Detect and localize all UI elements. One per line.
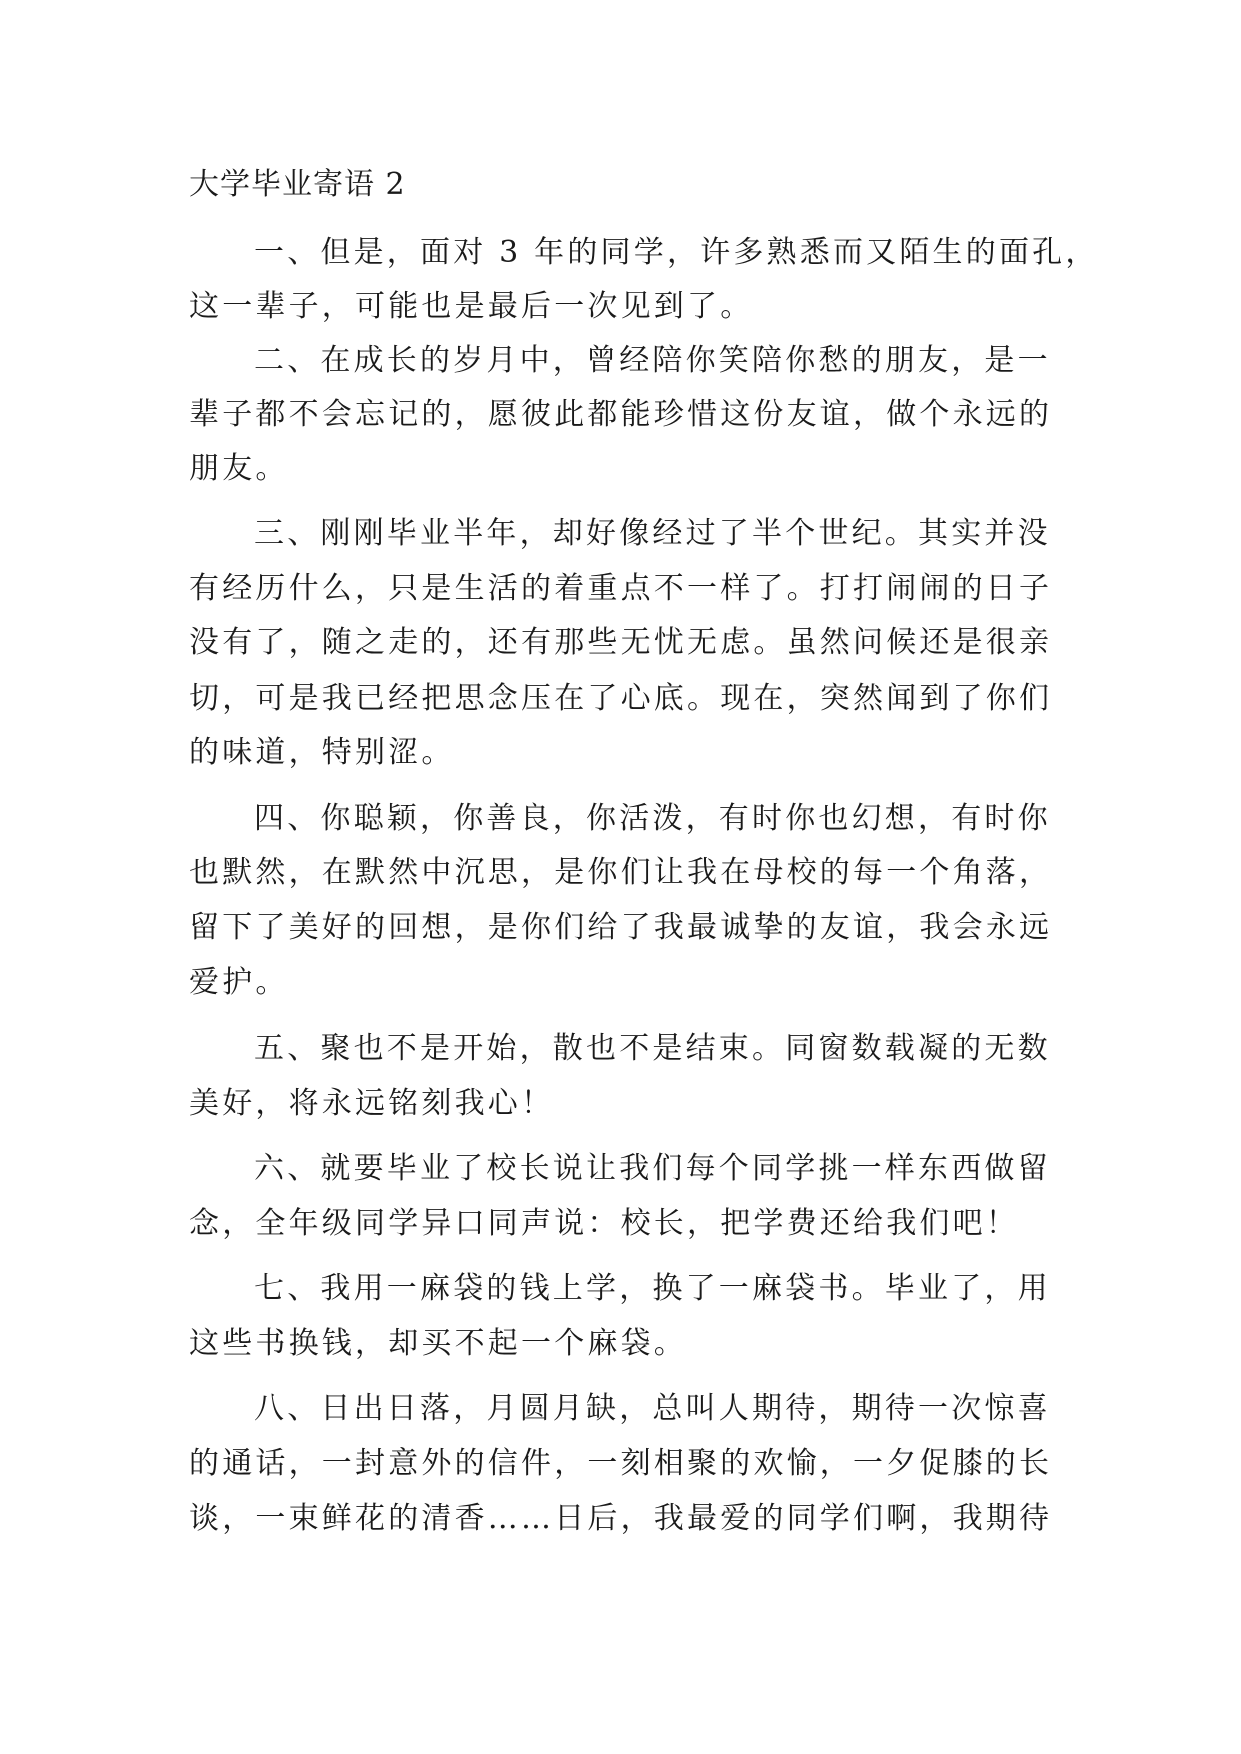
text-line: 辈子都不会忘记的，愿彼此都能珍惜这份友谊，做个永远的 <box>189 397 1053 432</box>
text-line: 的味道，特别涩。 <box>189 735 455 770</box>
text-line: 留下了美好的回想，是你们给了我最诚挚的友谊，我会永远 <box>189 910 1053 945</box>
text-line: 一、但是，面对 3 年的同学，许多熟悉而又陌生的面孔， <box>254 235 1099 270</box>
text-line: 五、聚也不是开始，散也不是结束。同窗数载凝的无数 <box>254 1031 1051 1066</box>
text-line: 美好，将永远铭刻我心！ <box>189 1086 555 1121</box>
text-line: 也默然，在默然中沉思，是你们让我在母校的每一个角落， <box>189 855 1053 890</box>
document-title: 大学毕业寄语 2 <box>189 167 406 202</box>
text-line: 念，全年级同学异口同声说：校长，把学费还给我们吧！ <box>189 1206 1019 1241</box>
text-line: 四、你聪颖，你善良，你活泼，有时你也幻想，有时你 <box>254 801 1051 836</box>
text-line: 朋友。 <box>189 451 289 486</box>
text-line: 谈，一束鲜花的清香……日后，我最爱的同学们啊，我期待 <box>189 1501 1053 1536</box>
text-line: 二、在成长的岁月中，曾经陪你笑陪你愁的朋友，是一 <box>254 343 1051 378</box>
text-line: 这些书换钱，却买不起一个麻袋。 <box>189 1326 687 1361</box>
text-line: 八、日出日落，月圆月缺，总叫人期待，期待一次惊喜 <box>254 1391 1051 1426</box>
text-line: 切，可是我已经把思念压在了心底。现在，突然闻到了你们 <box>189 681 1053 716</box>
text-line: 有经历什么，只是生活的着重点不一样了。打打闹闹的日子 <box>189 571 1053 606</box>
text-line: 六、就要毕业了校长说让我们每个同学挑一样东西做留 <box>254 1151 1051 1186</box>
text-line: 三、刚刚毕业半年，却好像经过了半个世纪。其实并没 <box>254 516 1051 551</box>
text-line: 的通话，一封意外的信件，一刻相聚的欢愉，一夕促膝的长 <box>189 1446 1053 1481</box>
text-line: 七、我用一麻袋的钱上学，换了一麻袋书。毕业了，用 <box>254 1271 1051 1306</box>
text-line: 爱护。 <box>189 965 289 1000</box>
text-line: 这一辈子，可能也是最后一次见到了。 <box>189 289 754 324</box>
text-line: 没有了，随之走的，还有那些无忧无虑。虽然问候还是很亲 <box>189 625 1053 660</box>
